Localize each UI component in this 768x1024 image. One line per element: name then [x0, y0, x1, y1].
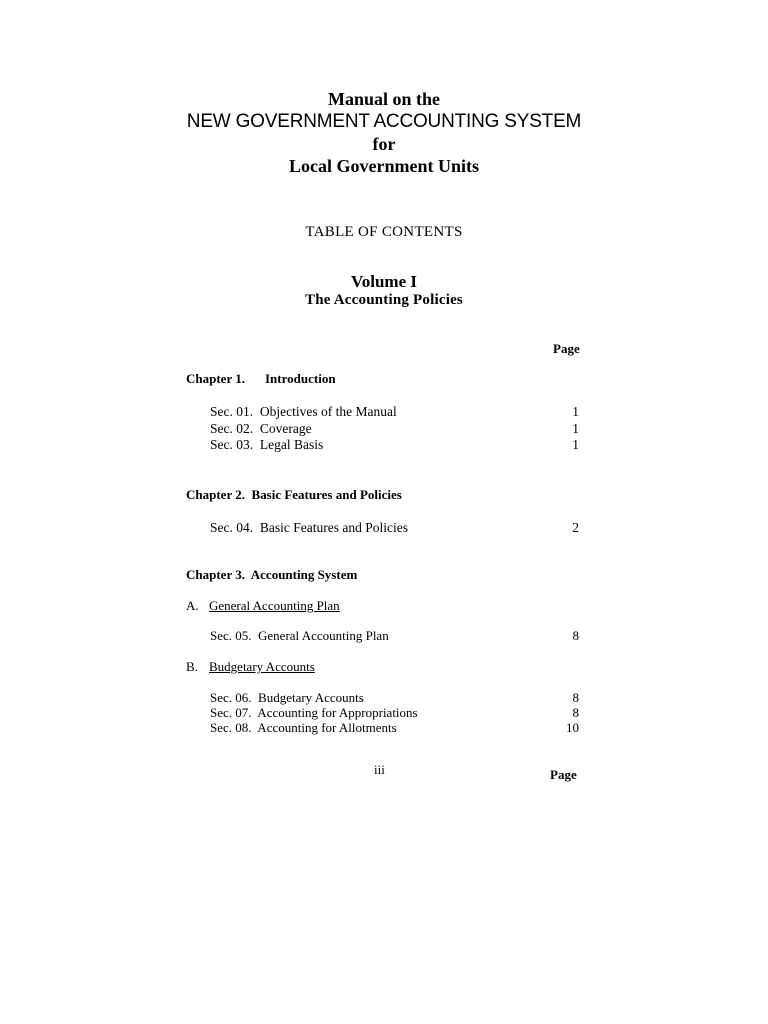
chapter3-heading: Chapter 3. Accounting System: [186, 567, 358, 582]
page-column-label-top: Page: [553, 341, 580, 356]
toc-entry-page: 1: [572, 437, 579, 452]
toc-heading: TABLE OF CONTENTS: [305, 224, 463, 240]
toc-entry-label: Sec. 01. Objectives of the Manual: [210, 404, 397, 419]
part-a-title: General Accounting Plan: [209, 598, 340, 613]
volume-label: Volume I: [351, 272, 417, 291]
page-column-label-bottom: Page: [550, 767, 577, 782]
toc-entry-label: Sec. 04. Basic Features and Policies: [210, 520, 408, 535]
toc-entry-page: 8: [572, 628, 579, 643]
toc-entry-sec04: [210, 520, 579, 536]
volume-title: The Accounting Policies: [305, 292, 463, 308]
toc-entry-label: Sec. 05. General Accounting Plan: [210, 628, 389, 643]
manual-title-line1: Manual on the: [327, 89, 441, 109]
toc-entry-label: Sec. 07. Accounting for Appropriations: [210, 705, 418, 720]
toc-entry-label: Sec. 03. Legal Basis: [210, 437, 324, 452]
toc-entry-label: Sec. 02. Coverage: [210, 421, 312, 436]
toc-entry-label: Sec. 08. Accounting for Allotments: [210, 720, 397, 735]
toc-entry-page: 8: [572, 705, 579, 720]
toc-entry-page: 10: [566, 720, 579, 735]
toc-entry-label: Sec. 06. Budgetary Accounts: [210, 690, 364, 705]
manual-title-line4: Local Government Units: [289, 156, 479, 176]
toc-entry-page: 8: [572, 690, 579, 705]
chapter1-title: Introduction: [265, 371, 336, 386]
toc-entry-page: 2: [572, 520, 579, 535]
part-a-letter: A.: [186, 598, 199, 613]
toc-entry-sec01: [210, 404, 579, 420]
toc-entry-page: 1: [572, 421, 579, 436]
toc-entry-sec05: [210, 628, 579, 644]
toc-entry-sec07: [210, 705, 579, 721]
toc-entry-sec08: [210, 720, 579, 736]
toc-entry-page: 1: [572, 404, 579, 419]
toc-entry-sec02: [210, 421, 579, 437]
part-b-letter: B.: [186, 659, 198, 674]
part-b-title: Budgetary Accounts: [209, 659, 315, 674]
toc-entry-sec03: [210, 437, 579, 453]
chapter2-heading: Chapter 2. Basic Features and Policies: [186, 487, 402, 502]
chapter1-heading: Chapter 1.: [186, 371, 245, 386]
page-number: iii: [374, 762, 385, 777]
manual-title-line3: for: [372, 134, 396, 154]
manual-title-line2: NEW GOVERNMENT ACCOUNTING SYSTEM: [186, 111, 582, 132]
toc-entry-sec06: [210, 690, 579, 706]
